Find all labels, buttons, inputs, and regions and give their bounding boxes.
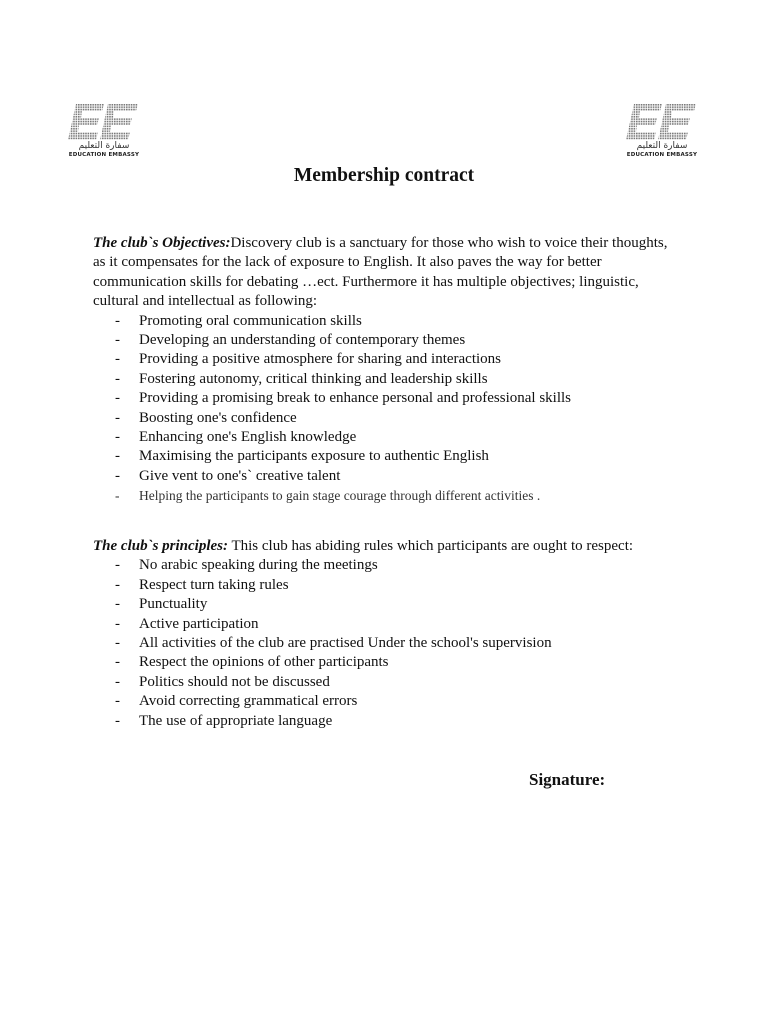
list-item xyxy=(93,673,673,692)
dash-bullet: - xyxy=(115,332,120,349)
list-item xyxy=(93,370,673,389)
principle-text: All activities of the club are practised Under the school's supervision xyxy=(139,635,552,652)
dash-bullet: - xyxy=(115,448,120,465)
principle-text: No arabic speaking during the meetings xyxy=(139,557,378,574)
logo-english-text: EDUCATION EMBASSY xyxy=(626,152,698,158)
principle-text: Respect the opinions of other participants xyxy=(139,654,389,671)
objective-text: Helping the participants to gain stage courage through different activities . xyxy=(139,488,541,504)
list-item xyxy=(93,615,673,634)
logo-arabic-text: سفارة التعليم xyxy=(78,141,130,151)
list-item xyxy=(93,486,673,505)
principles-heading: The club`s principles: xyxy=(93,538,228,554)
objective-text: Enhancing one's English knowledge xyxy=(139,429,357,446)
dash-bullet: - xyxy=(115,429,120,446)
principle-text: Respect turn taking rules xyxy=(139,576,289,593)
page-title: Membership contract xyxy=(293,165,475,186)
principles-text: This club has abiding rules which participants are ought to respect: xyxy=(228,538,634,554)
dash-bullet: - xyxy=(115,576,120,593)
logo-english-text: EDUCATION EMBASSY xyxy=(68,152,140,158)
objective-text: Give vent to one's` creative talent xyxy=(139,467,341,484)
dash-bullet: - xyxy=(115,635,120,652)
dash-bullet: - xyxy=(115,409,120,426)
list-item xyxy=(93,428,673,447)
objective-text: Promoting oral communication skills xyxy=(139,312,362,329)
principle-text: The use of appropriate language xyxy=(139,712,333,729)
principles-paragraph xyxy=(93,537,673,556)
ee-logo-mark-icon xyxy=(66,104,142,140)
logo-arabic-text: سفارة التعليم xyxy=(636,141,688,151)
education-embassy-logo-left xyxy=(66,104,142,164)
dash-bullet: - xyxy=(115,557,120,574)
list-item xyxy=(93,712,673,731)
dash-bullet: - xyxy=(115,467,120,484)
education-embassy-logo-right xyxy=(624,104,700,164)
objective-text: Developing an understanding of contemporary themes xyxy=(139,332,466,349)
list-item xyxy=(93,653,673,672)
list-item xyxy=(93,595,673,614)
list-item xyxy=(93,312,673,331)
objective-text: Providing a positive atmosphere for sharing and interactions xyxy=(139,351,501,368)
objective-text: Providing a promising break to enhance personal and professional skills xyxy=(139,390,571,407)
dash-bullet: - xyxy=(115,673,120,690)
principles-section xyxy=(93,537,673,731)
principle-text: Punctuality xyxy=(139,596,208,613)
dash-bullet: - xyxy=(115,693,120,710)
objectives-section xyxy=(93,234,673,506)
principle-text: Avoid correcting grammatical errors xyxy=(139,693,358,710)
dash-bullet: - xyxy=(115,596,120,613)
list-item xyxy=(93,467,673,486)
dash-bullet: - xyxy=(115,712,120,729)
dash-bullet: - xyxy=(115,615,120,632)
list-item xyxy=(93,692,673,711)
objectives-text: Discovery club is a sanctuary for those who wish to voice their thoughts, as it compensates for the lack of exposure to English. It also paves the way for better communication skills for debating …ect. Furthermore it has multiple objectives; linguistic, cultural and intellectual as following: xyxy=(93,235,668,310)
dash-bullet: - xyxy=(115,654,120,671)
list-item xyxy=(93,556,673,575)
list-item xyxy=(93,331,673,350)
ee-logo-mark-icon xyxy=(624,104,700,140)
list-item xyxy=(93,576,673,595)
objective-text: Fostering autonomy, critical thinking and leadership skills xyxy=(139,370,488,387)
objectives-paragraph xyxy=(93,234,673,312)
objective-text: Boosting one's confidence xyxy=(139,409,297,426)
dash-bullet: - xyxy=(115,351,120,368)
signature-label: Signature: xyxy=(529,770,606,789)
list-item xyxy=(93,634,673,653)
objectives-list xyxy=(93,312,673,506)
objectives-heading: The club`s Objectives: xyxy=(93,235,231,251)
dash-bullet: - xyxy=(115,370,120,387)
principles-list xyxy=(93,556,673,731)
list-item xyxy=(93,409,673,428)
list-item xyxy=(93,447,673,466)
list-item xyxy=(93,350,673,369)
objective-text: Maximising the participants exposure to authentic English xyxy=(139,448,489,465)
principle-text: Politics should not be discussed xyxy=(139,673,330,690)
dash-bullet: - xyxy=(115,390,120,407)
dash-bullet: - xyxy=(115,312,120,329)
dash-bullet: - xyxy=(115,488,120,504)
list-item xyxy=(93,389,673,408)
principle-text: Active participation xyxy=(139,615,259,632)
